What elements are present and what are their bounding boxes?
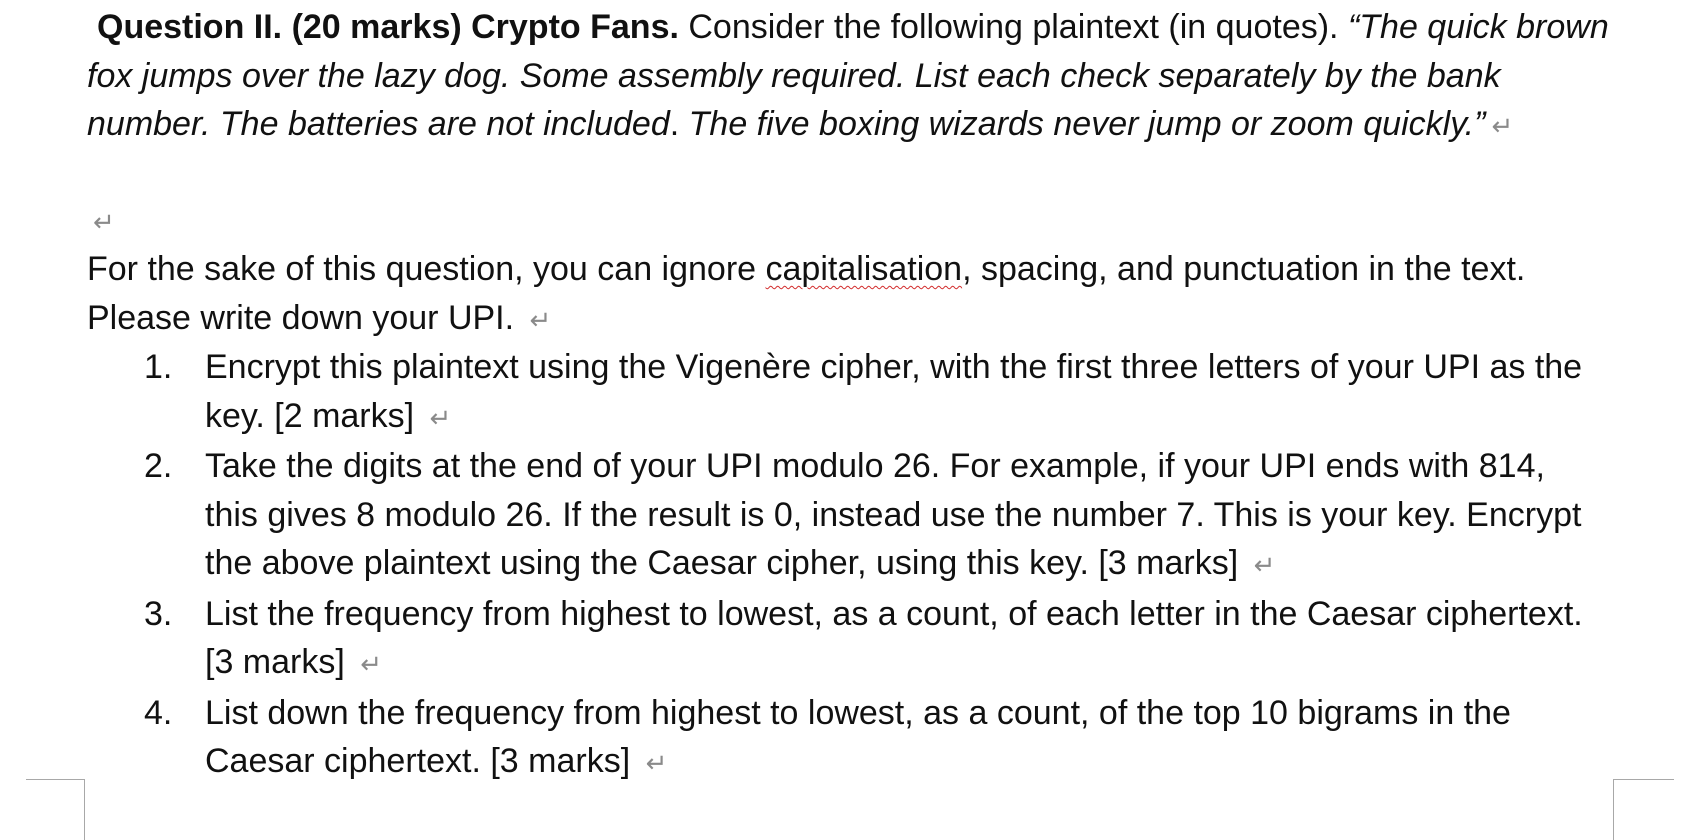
plaintext-quote-end: The five boxing wizards never jump or zoom quickly.” xyxy=(679,105,1486,143)
list-item xyxy=(0,689,1605,788)
list-item xyxy=(0,590,1605,689)
paragraph-mark-icon: ↵ xyxy=(1253,550,1276,580)
margin-crop-mark-left xyxy=(26,779,85,840)
list-item-number: 1. xyxy=(144,348,173,386)
list-item-number: 3. xyxy=(144,594,173,633)
instructions-paragraph xyxy=(87,245,1627,344)
instructions-text-start: For the sake of this question, you can ignore xyxy=(87,250,766,288)
instructions-text-end: , spacing, and punctuation in the text. Please write down your UPI. xyxy=(87,250,1526,337)
list-item-text: List the frequency from highest to lowest, as a count, of each letter in the Caesar ciphertext. [3 marks] xyxy=(205,594,1583,681)
paragraph-mark-icon: ↵ xyxy=(429,402,452,433)
paragraph-mark-icon: ↵ xyxy=(93,207,115,237)
plaintext-quote: “The quick brown fox jumps over the lazy dog. Some assembly required. List each check separately by the bank number. The batteries are not included xyxy=(87,8,1609,143)
paragraph-mark-icon: ↵ xyxy=(1491,111,1514,141)
list-item-text: Take the digits at the end of your UPI modulo 26. For example, if your UPI ends with 814, this gives 8 modulo 26. If the result is 0, instead use the number 7. This is your key. Encrypt the above plaintext using the Caesar cipher, using this key. [3 marks] xyxy=(205,447,1582,582)
paragraph-mark-icon: ↵ xyxy=(360,649,383,679)
list-item xyxy=(0,343,1605,442)
empty-paragraph xyxy=(87,196,1627,247)
paragraph-mark-icon: ↵ xyxy=(645,748,668,778)
list-item-number: 4. xyxy=(144,693,173,732)
list-item-text: Encrypt this plaintext using the Vigenère cipher, with the first three letters of your UPI as the key. [2 marks] xyxy=(205,348,1583,435)
plaintext-period: . xyxy=(669,105,680,143)
question-paragraph xyxy=(87,3,1627,151)
list-item xyxy=(0,442,1605,590)
list-item-number: 2. xyxy=(144,447,173,485)
paragraph-mark-icon: ↵ xyxy=(529,304,552,335)
margin-crop-mark-right xyxy=(1613,779,1674,840)
question-intro: Consider the following plaintext (in quotes). xyxy=(678,8,1348,46)
question-heading: Question II. (20 marks) Crypto Fans. xyxy=(97,8,679,46)
spellcheck-flagged-word[interactable]: capitalisation xyxy=(765,250,963,288)
list-item-text: List down the frequency from highest to lowest, as a count, of the top 10 bigrams in the Caesar ciphertext. [3 marks] xyxy=(205,693,1511,780)
task-list xyxy=(0,343,1705,788)
